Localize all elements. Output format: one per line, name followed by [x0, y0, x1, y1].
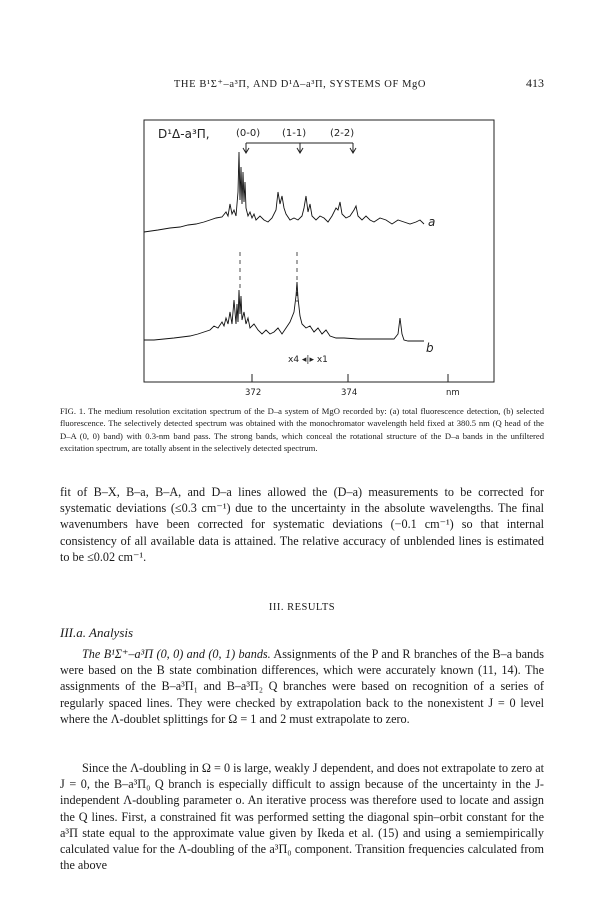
trace-b	[144, 282, 424, 341]
band-head-2-2: (2-2)	[330, 128, 355, 139]
running-head: THE B¹Σ⁺–a³Π, AND D¹Δ–a³Π, SYSTEMS OF MgO	[173, 79, 427, 90]
paragraph-2-body: Assignments of the P and R branches of the B–a bands were based on the B state combination differences, which were accurately known (11, 14). The assignments of the B–a³Π₁ and B–a³Π₂ Q branches were based on recognition of a series of regularly spaced lines. They were checked by extrapolation back to the nonexistent J = 0 level where the Λ-doublet splittings for Ω = 1 and 2 must extrapolate to zero.	[60, 647, 544, 726]
plot-frame	[144, 120, 494, 382]
spectrum-plot	[118, 112, 518, 404]
band-label: D¹Δ-a³Π,	[158, 127, 210, 141]
paragraph-1: fit of B–X, B–a, B–A, and D–a lines allowed the (D–a) measurements to be corrected for systematic deviations (≤0.3 cm⁻¹) due to the uncertainty in the absolute wavelengths. The final wavenumbers have been corrected for systematic deviations (−0.1 cm⁻¹) so that internal consistency of all available data is attained. The relative accuracy of unblended lines is estimated to be ≤0.02 cm⁻¹.	[60, 485, 544, 564]
x-tick-label-372: 372	[245, 388, 262, 398]
scale-note: x4 ◂|▸ x1	[288, 355, 328, 365]
trace-a-label: a	[428, 215, 436, 229]
section-title: III. RESULTS	[268, 602, 336, 613]
x-axis-unit: nm	[446, 388, 460, 398]
band-head-1-1: (1-1)	[282, 128, 307, 139]
paragraph-3: Since the Λ-doubling in Ω = 0 is large, weakly J dependent, and does not extrapolate to zero at J = 0, the B–a³Π₀ Q branch is especially difficult to assign because of the uncertainty in the J-independent Λ-doubling parameter o. An iterative process was therefore used to locate and assign the Q lines. First, a constrained fit was performed setting the diagonal spin–orbit constant for the a³Π state equal to the approximate value given by Ikeda et al. (15) and using a semiempirically calculated value for the Λ-doubling of the a³Π₀ component. Transition frequencies calculated from the above	[60, 761, 544, 873]
paragraph-2-lead: The B¹Σ⁺–a³Π (0, 0) and (0, 1) bands.	[82, 647, 271, 661]
subsection-title: III.a. Analysis	[60, 625, 134, 640]
trace-a	[144, 152, 424, 232]
trace-b-label: b	[426, 341, 434, 355]
page-number: 413	[526, 76, 544, 90]
spectrum-figure	[118, 112, 518, 404]
paragraph-2	[60, 646, 544, 727]
band-head-0-0: (0-0)	[236, 128, 261, 139]
x-tick-label-374: 374	[341, 388, 358, 398]
band-head-bracket	[246, 143, 353, 152]
figure-caption: FIG. 1. The medium resolution excitation spectrum of the D–a system of MgO recorded by: (a) total fluorescence detection, (b) selected fluorescence. The selectively detected spectrum was obtained with the monochromator wavelength held fixed at 380.5 nm (Q head of the D–A (0, 0) band) with 0.3-nm band pass. The strong bands, which conceal the rotational structure of the D–a bands in the unfiltered excitation spectrum, are totally absent in the selectively detected spectrum.	[60, 406, 544, 454]
